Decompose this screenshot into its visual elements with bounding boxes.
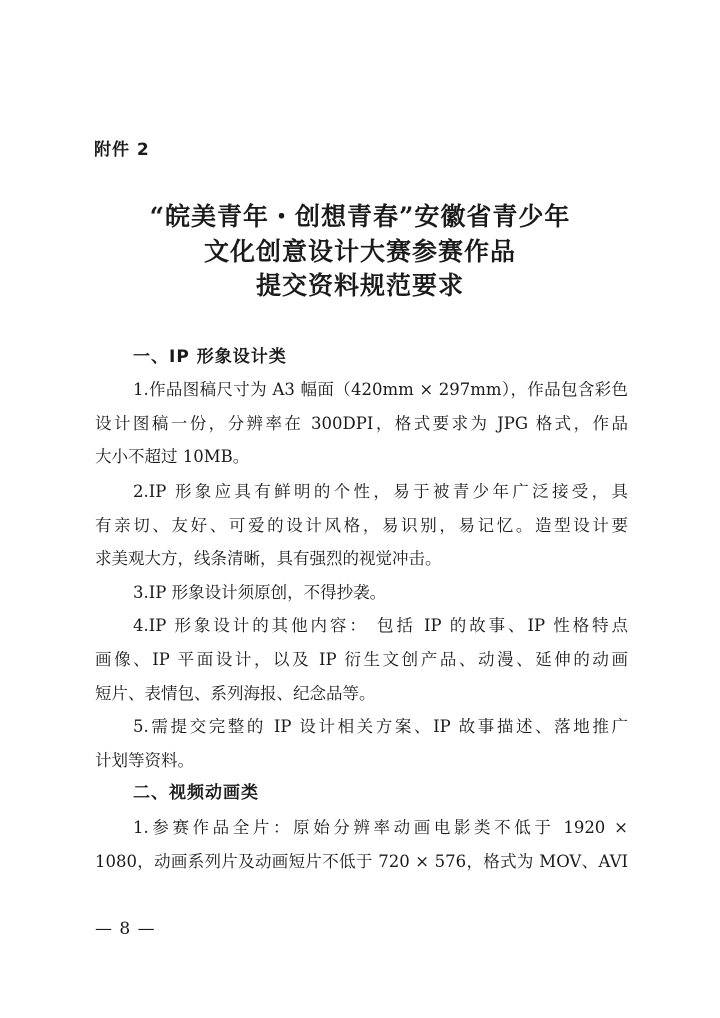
paragraph-line: 3.IP 形象设计须原创，不得抄袭。 [133, 583, 387, 602]
paragraph-line: 2.IP 形象应具有鲜明的个性，易于被青少年广泛接受，具 [133, 482, 628, 501]
paragraph-line: 1.参赛作品全片：原始分辨率动画电影类不低于 1920 × [133, 818, 628, 837]
document-title-line-1: “皖美青年・创想青春”安徽省青少年 [149, 202, 571, 231]
paragraph-line: 计划等资料。 [95, 751, 194, 770]
page-number: — 8 — [95, 919, 156, 939]
paragraph-line: 求美观大方，线条清晰，具有强烈的视觉冲击。 [95, 549, 442, 568]
document-title-line-2: 文化创意设计大赛参赛作品 [203, 237, 516, 266]
paragraph-line: 设计图稿一份，分辨率在 300DPI，格式要求为 JPG 格式，作品 [95, 414, 628, 433]
paragraph-line: 5.需提交完整的 IP 设计相关方案、IP 故事描述、落地推广 [133, 717, 628, 736]
paragraph-line: 画像、IP 平面设计，以及 IP 衍生文创产品、动漫、延伸的动画 [95, 650, 628, 669]
document-title-line-3: 提交资料规范要求 [255, 271, 464, 300]
attachment-label: 附件 2 [94, 140, 150, 160]
paragraph-line: 1.作品图稿尺寸为 A3 幅面（420mm × 297mm），作品包含彩色 [133, 380, 628, 399]
section-heading-ip-design: 一、IP 形象设计类 [133, 347, 287, 367]
paragraph-line: 有亲切、友好、可爱的设计风格，易识别，易记忆。造型设计要 [95, 516, 628, 535]
paragraph-line: 大小不超过 10MB。 [95, 447, 250, 466]
paragraph-line: 短片、表情包、系列海报、纪念品等。 [95, 684, 376, 703]
paragraph-line: 4.IP 形象设计的其他内容： 包括 IP 的故事、IP 性格特点 [133, 616, 628, 635]
section-heading-video-animation: 二、视频动画类 [133, 783, 259, 803]
paragraph-line: 1080，动画系列片及动画短片不低于 720 × 576，格式为 MOV、AVI [95, 852, 628, 871]
